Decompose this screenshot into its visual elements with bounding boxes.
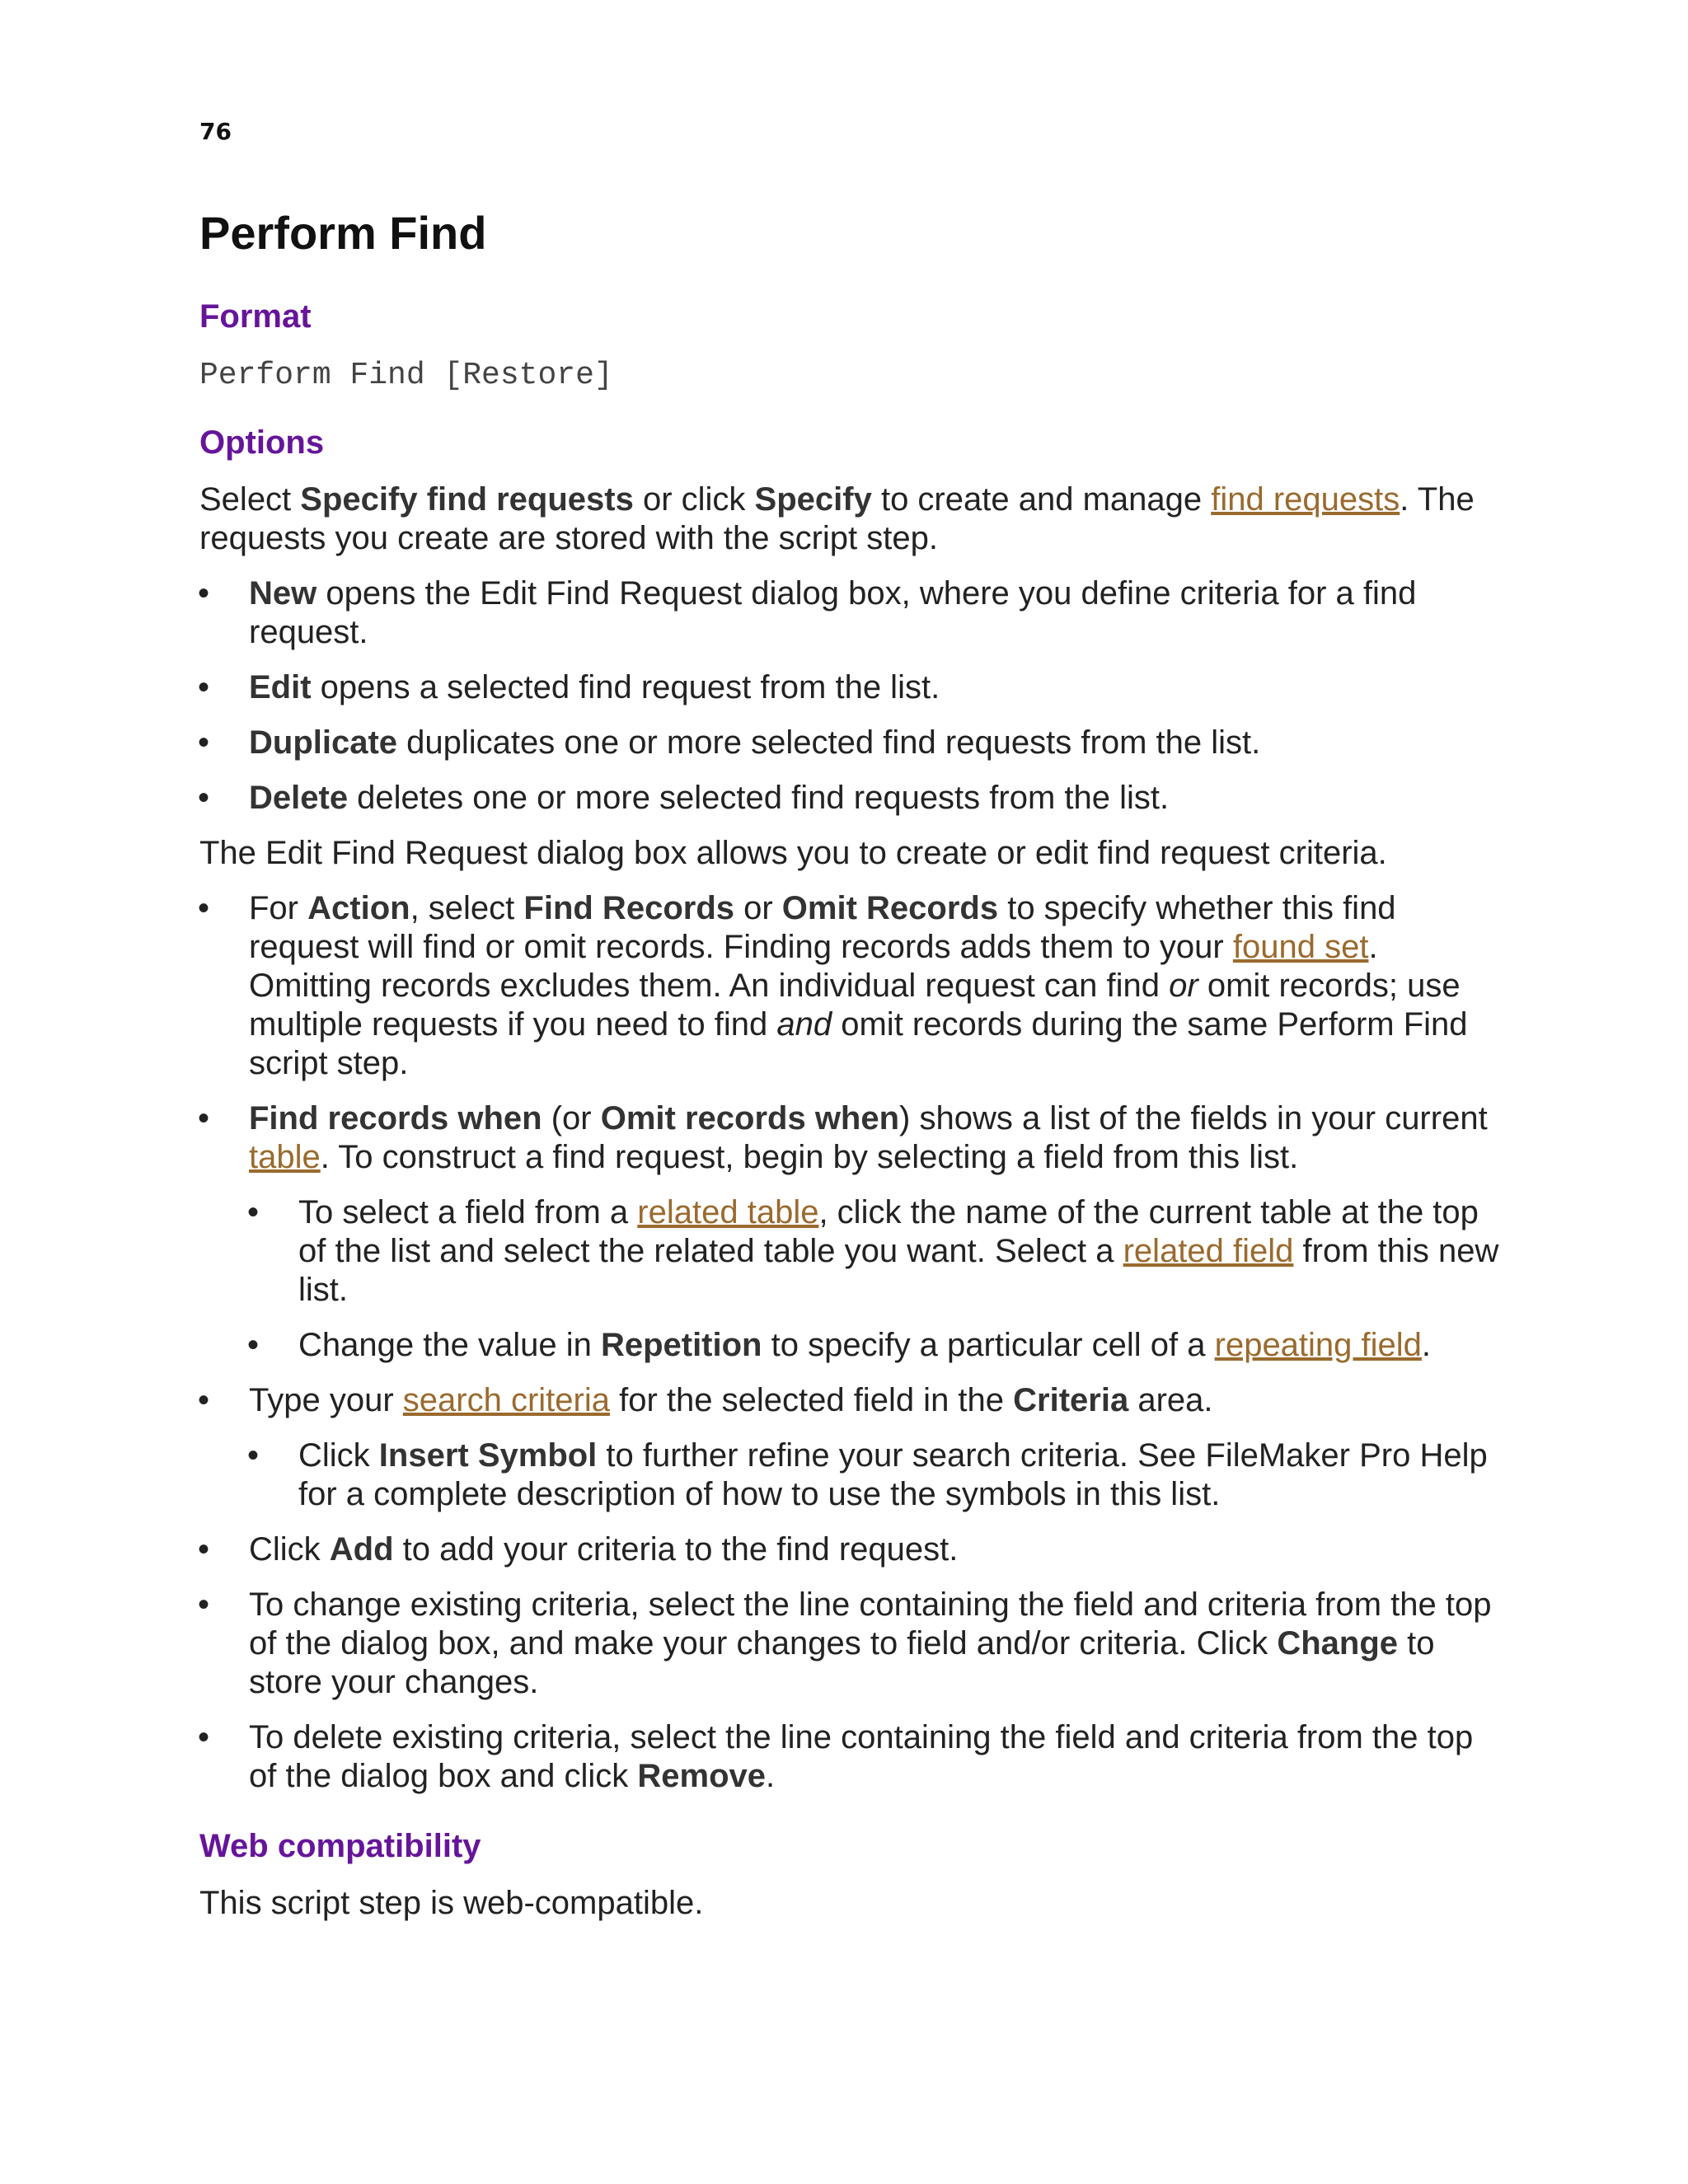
list-item-action [249, 889, 1502, 1083]
options-heading: Options [199, 424, 325, 461]
bold-term: Insert Symbol [378, 1437, 598, 1474]
format-syntax: Perform Find [Restore] [199, 358, 613, 393]
sub-item-related-table [298, 1193, 1502, 1310]
text-run: To delete existing criteria, select the line containing the field and criteria from the top of the dialog box and click [249, 1719, 1474, 1794]
sub-item-repetition [298, 1326, 1502, 1365]
list-item-edit [249, 668, 1502, 707]
bold-term: New [249, 575, 317, 612]
text-run: . To construct a find request, begin by selecting a field from this list. [320, 1139, 1299, 1175]
bullet: • [198, 780, 210, 816]
bullet: • [198, 890, 210, 926]
bullet: • [198, 1531, 210, 1568]
text-run: . [1421, 1327, 1432, 1363]
bold-term: Remove [637, 1758, 767, 1794]
list-item-criteria [249, 1381, 1502, 1420]
text-run: opens the Edit Find Request dialog box, where you define criteria for a find request. [249, 575, 1417, 650]
bold-term: Add [329, 1531, 394, 1568]
bold-term: Duplicate [249, 724, 398, 761]
bold-term: Omit Records [781, 890, 999, 926]
text-run: to further refine your search criteria. See FileMaker Pro Help for a complete description of how to use the symbols in this list. [298, 1437, 1488, 1512]
text-run: omit records during the same Perform Find script step. [249, 1006, 1468, 1081]
text-run: Click [249, 1531, 330, 1568]
link-related-table[interactable]: related table [637, 1194, 819, 1230]
text-run: . [766, 1758, 776, 1794]
text-run: For [249, 890, 308, 926]
bullet: • [198, 724, 210, 761]
list-item-change [249, 1586, 1502, 1702]
list-item-add [249, 1530, 1502, 1569]
web-compatibility-heading: Web compatibility [199, 1828, 481, 1864]
list-item-duplicate [249, 724, 1502, 762]
text-run: from this new list. [298, 1233, 1499, 1308]
link-find-requests[interactable]: find requests [1211, 481, 1400, 518]
dialog-intro-paragraph: The Edit Find Request dialog box allows you to create or edit find request criteria. [199, 835, 1387, 871]
text-run: Click [298, 1437, 379, 1474]
text-run: , click the name of the current table at the top of the list and select the related table you want. Select a [298, 1194, 1479, 1269]
text-run: area. [1128, 1382, 1213, 1418]
bullet: • [198, 1719, 210, 1755]
list-item-delete [249, 779, 1502, 818]
bold-term: Delete [249, 780, 349, 816]
bullet: • [198, 1382, 210, 1418]
bold-term: Find records when [249, 1100, 542, 1137]
italic-term: and [776, 1006, 832, 1043]
text-run: deletes one or more selected find requests from the list. [348, 780, 1170, 816]
link-table[interactable]: table [249, 1139, 321, 1175]
text-run: omit records; use multiple requests if you need to find [249, 968, 1461, 1043]
page-title: Perform Find [199, 207, 487, 259]
text-run: . The requests you create are stored with the script step. [199, 481, 1475, 556]
text-run: for the selected field in the [609, 1382, 1014, 1418]
text-run: duplicates one or more selected find requests from the list. [397, 724, 1261, 761]
bullet: • [198, 1100, 210, 1137]
text-run: To select a field from a [298, 1194, 638, 1230]
bold-term: Specify [754, 481, 872, 518]
text-run: . Omitting records excludes them. An individual request can find [249, 929, 1378, 1004]
text-run: or click [633, 481, 755, 518]
list-item-new [249, 574, 1502, 652]
bullet: • [247, 1437, 260, 1474]
bold-term: Omit records when [600, 1100, 900, 1137]
text-run: Change the value in [298, 1327, 601, 1363]
text-run: to specify a particular cell of a [762, 1327, 1215, 1363]
bullet: • [247, 1194, 260, 1230]
text-run: , select [410, 890, 524, 926]
italic-term: or [1169, 968, 1198, 1004]
bold-term: Specify find requests [300, 481, 634, 518]
options-intro-paragraph [199, 480, 1502, 558]
bold-term: Criteria [1013, 1382, 1129, 1418]
text-run: ) shows a list of the fields in your current [899, 1100, 1488, 1137]
text-run: To change existing criteria, select the line containing the field and criteria from the top of the dialog box, and make your changes to field and/or criteria. Click [249, 1586, 1492, 1661]
bold-term: Repetition [600, 1327, 762, 1363]
bold-term: Action [307, 890, 410, 926]
text-run: to create and manage [871, 481, 1212, 518]
web-compatibility-text: This script step is web-compatible. [199, 1885, 704, 1921]
text-run: opens a selected find request from the list. [311, 669, 940, 705]
link-search-criteria[interactable]: search criteria [402, 1382, 610, 1418]
text-run: to store your changes. [249, 1625, 1435, 1700]
list-item-remove [249, 1718, 1502, 1796]
list-item-find-records-when [249, 1099, 1502, 1177]
bullet: • [198, 1586, 210, 1623]
text-run: (or [542, 1100, 601, 1137]
bold-term: Edit [249, 669, 312, 705]
bold-term: Find Records [523, 890, 734, 926]
bullet: • [247, 1327, 260, 1363]
link-found-set[interactable]: found set [1232, 929, 1369, 965]
link-related-field[interactable]: related field [1123, 1233, 1294, 1269]
bold-term: Change [1277, 1625, 1399, 1661]
bullet: • [198, 669, 210, 705]
bullet: • [198, 575, 210, 612]
text-run: or [734, 890, 782, 926]
format-heading: Format [199, 298, 312, 335]
link-repeating-field[interactable]: repeating field [1214, 1327, 1422, 1363]
text-run: to specify whether this find request will find or omit records. Finding records adds them to your [249, 890, 1396, 965]
sub-item-insert-symbol [298, 1436, 1502, 1514]
page-number: 76 [199, 118, 232, 145]
text-run: Type your [249, 1382, 403, 1418]
text-run: Select [199, 481, 301, 518]
text-run: to add your criteria to the find request. [393, 1531, 959, 1568]
